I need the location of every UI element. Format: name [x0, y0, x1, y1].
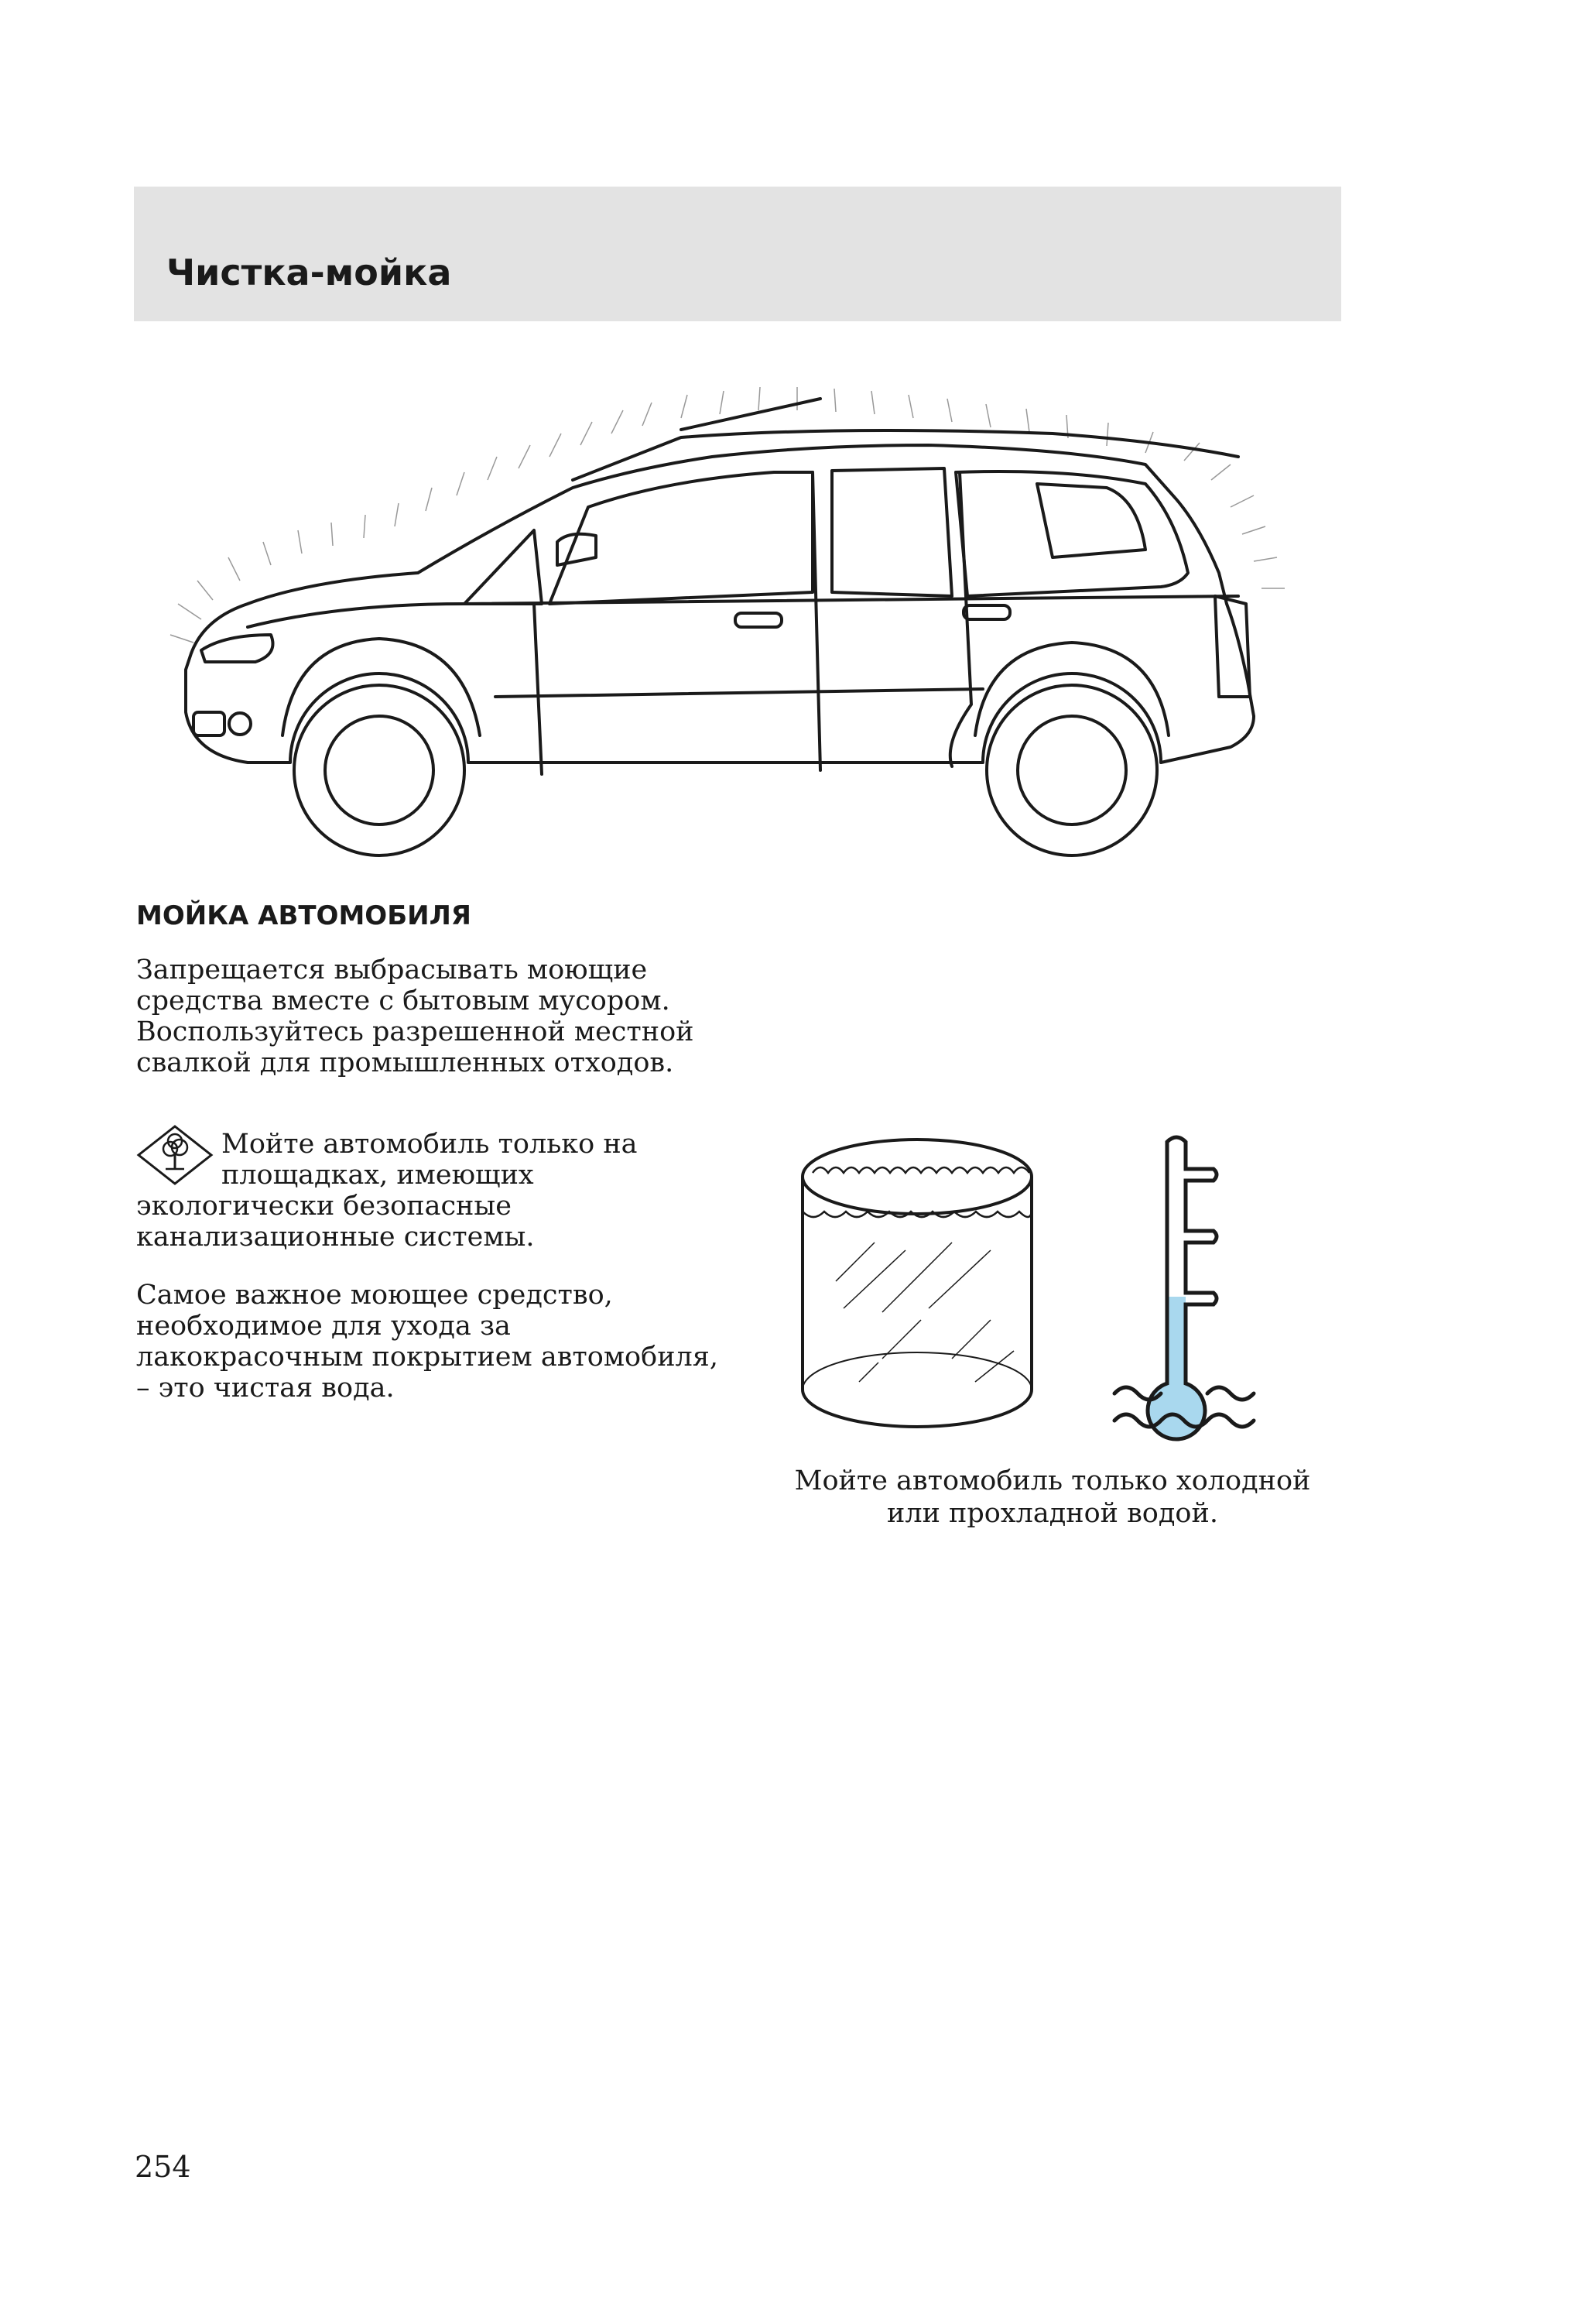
section-header-band [134, 187, 1341, 321]
car-side-illustration [139, 372, 1331, 867]
eco-tree-diamond-icon [136, 1124, 214, 1186]
section-heading: МОЙКА АВТОМОБИЛЯ [136, 900, 471, 931]
cold-water-illustration [789, 1126, 1316, 1452]
eco-note [136, 1129, 740, 1253]
paragraph-disposal: Запрещается выбрасывать моющие средства вместе с бытовым мусором. Воспользуйтесь разрешенной местной свалкой для промышленных отходов. [136, 955, 694, 1078]
page-title: Чистка-мойка [166, 252, 452, 293]
water-bucket-icon [803, 1140, 1032, 1427]
paragraph-clean-water: Самое важное моющее средство, необходимое для ухода за лакокрасочным покрытием автомобиля, – это чистая вода. [136, 1280, 718, 1404]
page-number: 254 [135, 2150, 191, 2184]
figure-caption: Мойте автомобиль только холодной или прохладной водой. [794, 1465, 1311, 1529]
eco-note-text: Мойте автомобиль только на площадках, имеющих экологически безопасные канализационные системы. [136, 1129, 638, 1253]
